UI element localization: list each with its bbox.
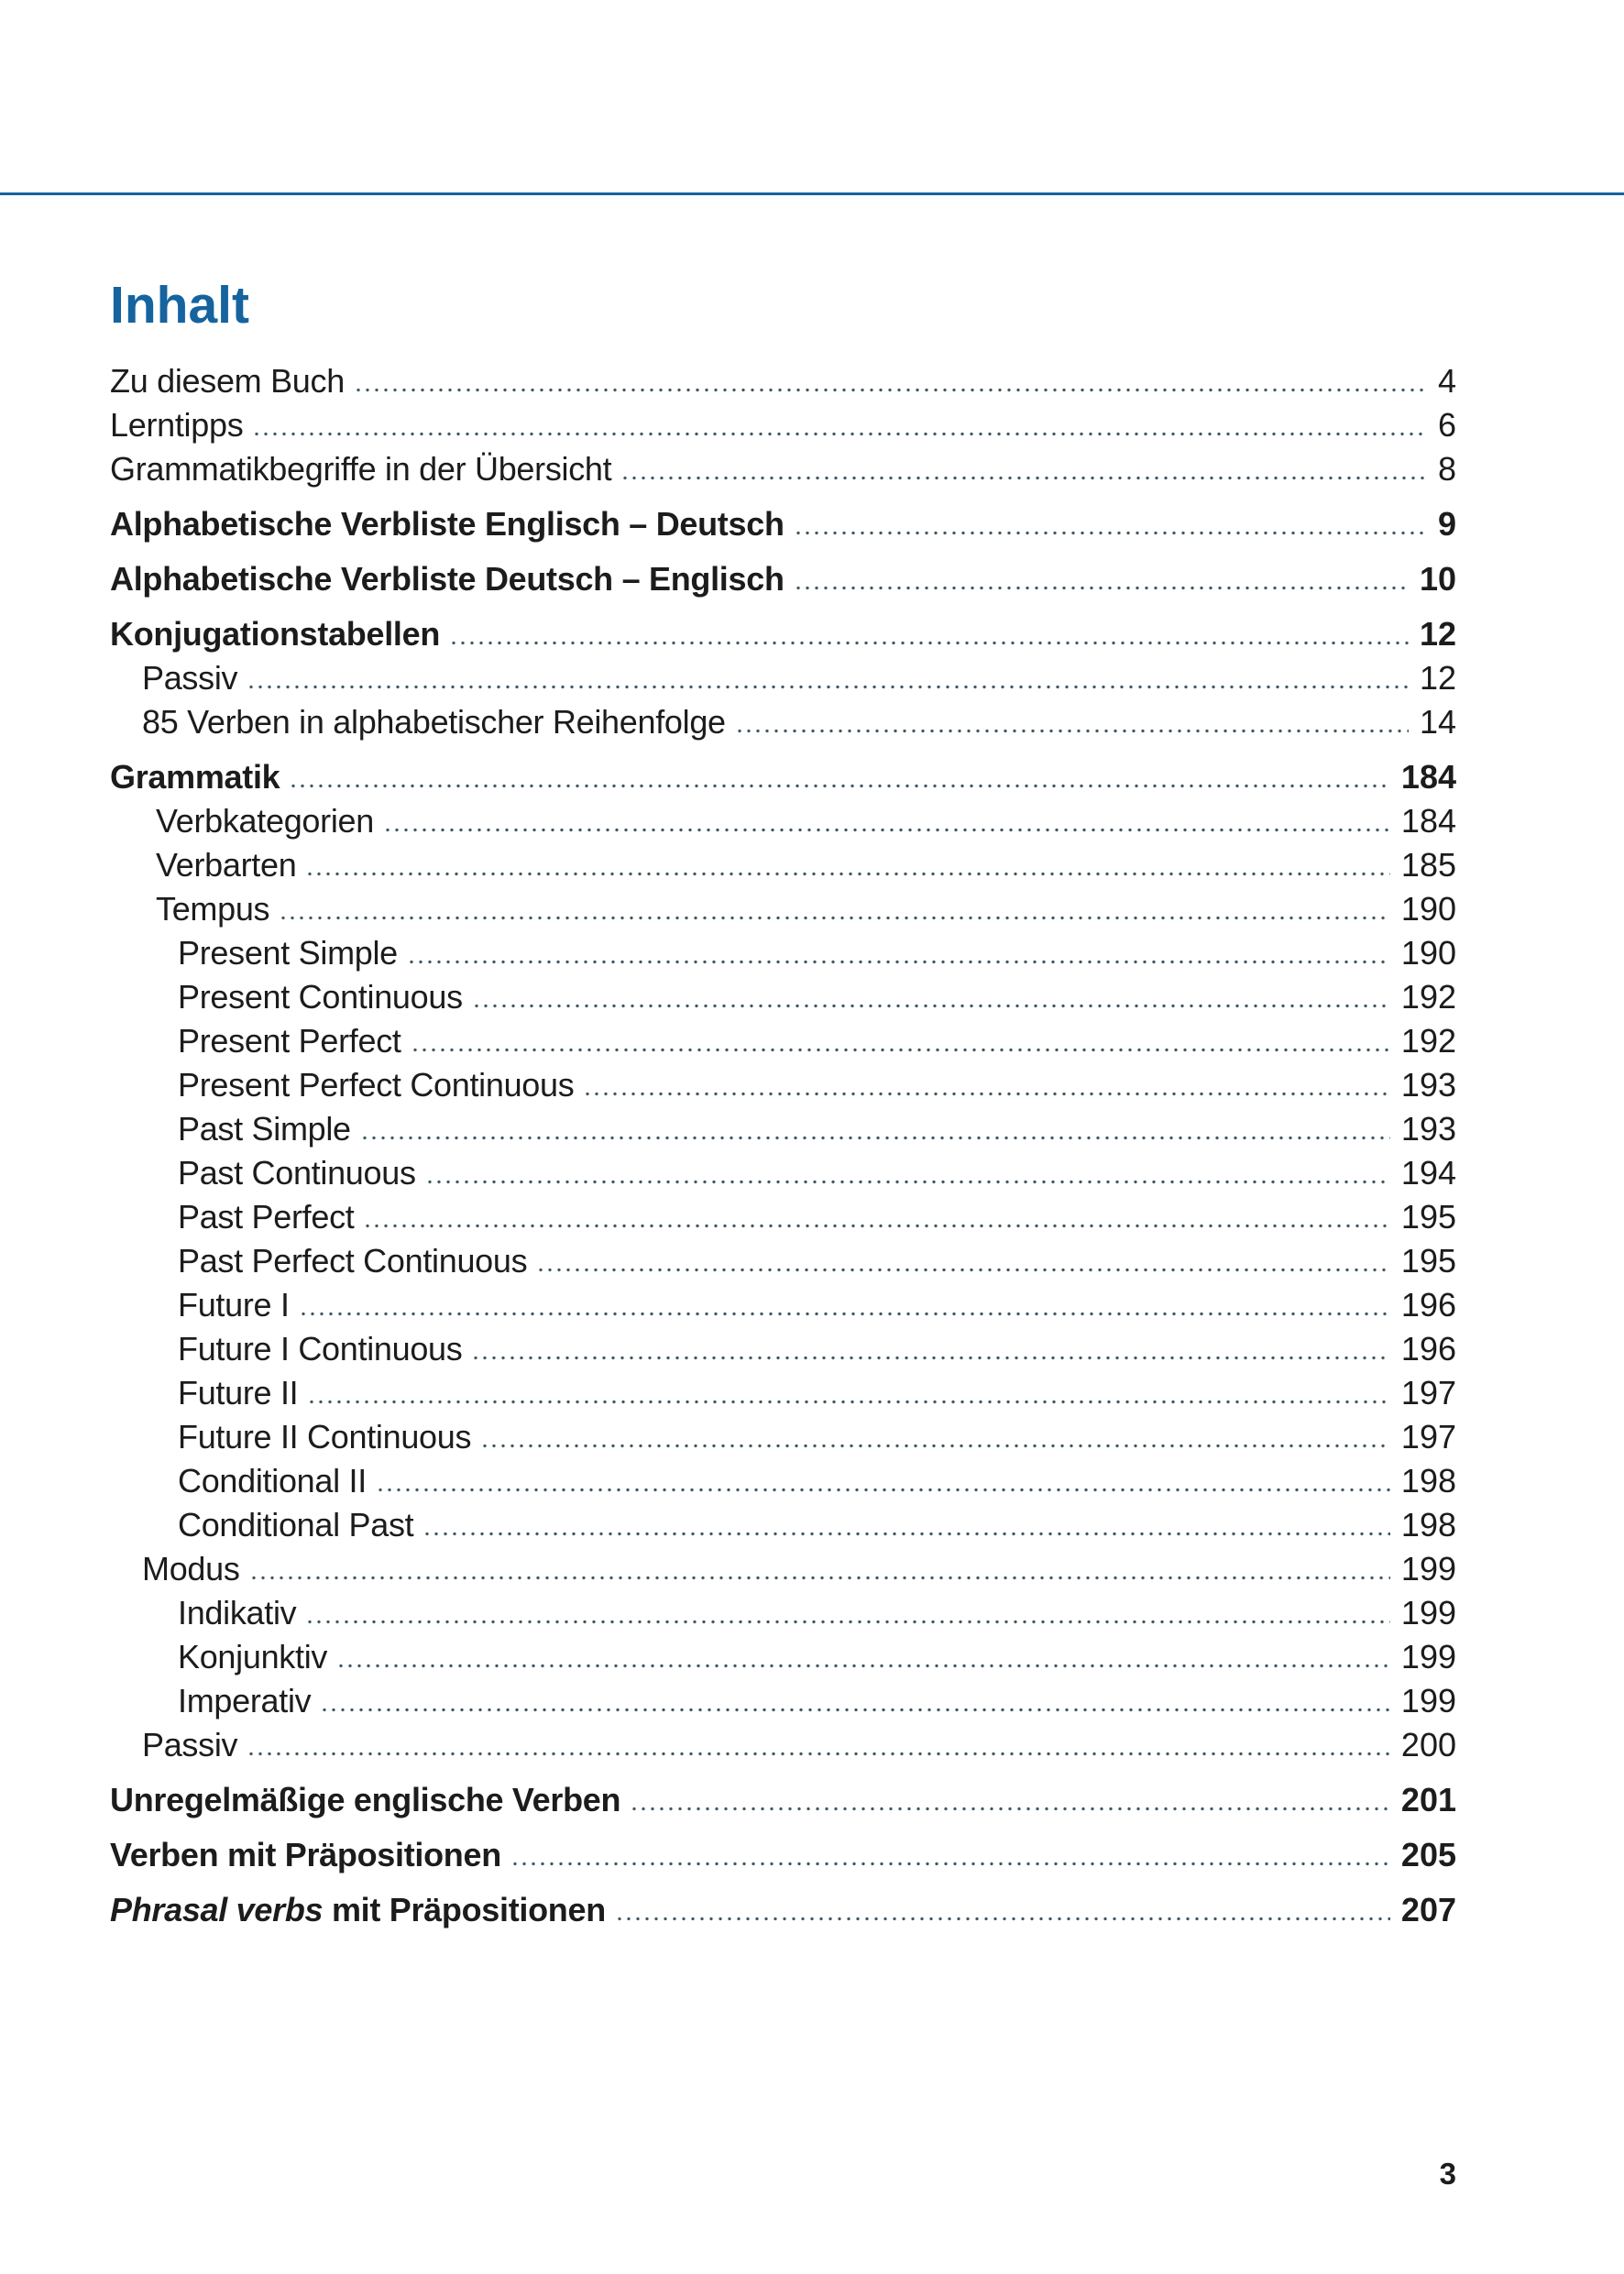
toc-entry-label: Future I Continuous [178, 1330, 463, 1368]
toc-entry-label: Verben mit Präpositionen [110, 1836, 501, 1873]
toc-entry [110, 755, 1456, 799]
toc-entry-page: 9 [1437, 505, 1456, 543]
toc-leader-dots [422, 1532, 1390, 1536]
toc-entry-label: Present Continuous [178, 978, 463, 1016]
toc-entry [110, 1888, 1456, 1932]
toc-entry-label: Phrasal verbs mit Präpositionen [110, 1891, 606, 1928]
toc-entry-label: Tempus [156, 890, 270, 928]
toc-entry-page: 196 [1400, 1286, 1456, 1324]
toc-entry-page: 4 [1437, 362, 1456, 400]
toc-entry-page: 12 [1419, 659, 1456, 697]
toc-entry-label: Verbkategorien [156, 802, 374, 840]
toc-entry-page: 12 [1419, 615, 1456, 653]
toc-entry [110, 799, 1456, 843]
toc-entry-page: 195 [1400, 1242, 1456, 1280]
toc-entry-label: 85 Verben in alphabetischer Reihenfolge [142, 703, 726, 741]
toc-entry [110, 1591, 1456, 1635]
toc-entry [110, 1547, 1456, 1591]
toc-entry-page: 198 [1400, 1506, 1456, 1543]
toc-entry-page: 197 [1400, 1418, 1456, 1456]
toc-entry-label: Modus [142, 1550, 240, 1587]
toc-entry-page: 192 [1400, 1022, 1456, 1060]
toc-leader-dots [363, 1224, 1389, 1228]
toc-entry [110, 931, 1456, 975]
toc-entry [110, 1723, 1456, 1767]
toc-entry [110, 1415, 1456, 1459]
toc-leader-dots [305, 872, 1390, 876]
toc-leader-dots [360, 1136, 1390, 1140]
toc-entry [110, 1239, 1456, 1283]
toc-leader-dots [336, 1664, 1390, 1668]
toc-entry-page: 195 [1400, 1198, 1456, 1236]
toc-entry-label: Conditional II [178, 1462, 367, 1500]
toc-entry-page: 194 [1400, 1154, 1456, 1192]
toc-entry-page: 190 [1400, 934, 1456, 972]
toc-entry-page: 10 [1419, 560, 1456, 598]
toc-leader-dots [299, 1312, 1390, 1316]
toc-entry-label: Verbarten [156, 846, 297, 884]
toc-entry-page: 205 [1400, 1836, 1456, 1873]
toc-leader-dots [247, 685, 1409, 689]
toc-entry [110, 975, 1456, 1019]
toc-entry-label: Passiv [142, 1726, 238, 1763]
toc-entry-label: Unregelmäßige englische Verben [110, 1781, 621, 1818]
toc-entry-label: Indikativ [178, 1594, 297, 1631]
toc-entry-label: Present Perfect Continuous [178, 1066, 575, 1104]
toc-entry-label: Conditional Past [178, 1506, 414, 1543]
toc-leader-dots [510, 1862, 1390, 1866]
toc-leader-dots [620, 476, 1427, 480]
toc-entry-label: Grammatik [110, 758, 280, 796]
toc-entry [110, 447, 1456, 491]
toc-leader-dots [320, 1708, 1390, 1712]
toc-entry [110, 843, 1456, 887]
toc-leader-dots [480, 1444, 1390, 1448]
toc-entry-page: 6 [1437, 406, 1456, 444]
toc-entry-page: 192 [1400, 978, 1456, 1016]
toc-entry [110, 1679, 1456, 1723]
toc-entry [110, 612, 1456, 656]
toc-entry-label: Passiv [142, 659, 238, 697]
toc-leader-dots [354, 388, 1427, 392]
toc-entry-label: Present Perfect [178, 1022, 401, 1060]
toc-entry [110, 1195, 1456, 1239]
toc-entry [110, 1283, 1456, 1327]
toc-leader-dots [383, 828, 1390, 832]
toc-leader-dots [794, 531, 1427, 535]
toc-entry-label: Zu diesem Buch [110, 362, 345, 400]
toc-leader-dots [376, 1488, 1390, 1492]
toc-leader-dots [411, 1048, 1390, 1052]
toc-entry-page: 200 [1400, 1726, 1456, 1763]
toc-entry-label: Past Continuous [178, 1154, 416, 1192]
toc-entry [110, 1327, 1456, 1371]
toc-entry-label: Konjunktiv [178, 1638, 328, 1675]
toc-entry-page: 199 [1400, 1638, 1456, 1675]
toc-entry [110, 700, 1456, 744]
toc-entry [110, 1459, 1456, 1503]
toc-leader-dots [735, 729, 1409, 733]
toc-entry-page: 193 [1400, 1066, 1456, 1104]
toc-entry [110, 557, 1456, 601]
toc-entry-label: Imperativ [178, 1682, 312, 1719]
toc-entry-label: Konjugationstabellen [110, 615, 441, 653]
toc-entry [110, 1151, 1456, 1195]
toc-entry [110, 1063, 1456, 1107]
toc-entry [110, 1107, 1456, 1151]
toc-entry-page: 190 [1400, 890, 1456, 928]
header-rule [0, 192, 1624, 195]
toc-entry-label: Future II [178, 1374, 299, 1412]
toc-entry [110, 887, 1456, 931]
toc-leader-dots [252, 432, 1427, 436]
toc-entry [110, 1371, 1456, 1415]
toc-entry-page: 8 [1437, 450, 1456, 488]
toc-entry-page: 207 [1400, 1891, 1456, 1928]
toc-entry-label: Past Simple [178, 1110, 351, 1148]
toc-leader-dots [407, 960, 1390, 964]
toc-leader-dots [279, 916, 1390, 920]
toc-entry-label: Grammatikbegriffe in der Übersicht [110, 450, 612, 488]
toc-leader-dots [307, 1400, 1390, 1404]
toc-entry-page: 199 [1400, 1682, 1456, 1719]
toc-leader-dots [615, 1917, 1390, 1921]
toc-page [110, 275, 1456, 1932]
toc-entry-page: 193 [1400, 1110, 1456, 1148]
toc-entry-page: 199 [1400, 1594, 1456, 1631]
toc-entry-label: Future I [178, 1286, 290, 1324]
toc-entry-page: 184 [1400, 802, 1456, 840]
toc-leader-dots [472, 1004, 1390, 1008]
toc-entry [110, 359, 1456, 403]
toc-entry-page: 199 [1400, 1550, 1456, 1587]
toc-leader-dots [449, 641, 1409, 645]
toc-entry-label: Alphabetische Verbliste Deutsch – Englisch [110, 560, 785, 598]
toc-leader-dots [471, 1356, 1389, 1360]
toc-entry [110, 1503, 1456, 1547]
toc-entry-label: Lerntipps [110, 406, 244, 444]
toc-entry [110, 403, 1456, 447]
toc-leader-dots [536, 1268, 1390, 1272]
toc-entry-page: 197 [1400, 1374, 1456, 1412]
toc [110, 359, 1456, 1932]
toc-entry-label: Present Simple [178, 934, 398, 972]
toc-leader-dots [630, 1807, 1390, 1811]
toc-entry-page: 201 [1400, 1781, 1456, 1818]
toc-entry [110, 1019, 1456, 1063]
page-title: Inhalt [110, 276, 249, 335]
toc-leader-dots [794, 586, 1409, 590]
toc-entry [110, 656, 1456, 700]
toc-leader-dots [583, 1092, 1389, 1096]
toc-leader-dots [305, 1620, 1390, 1624]
toc-entry-label: Alphabetische Verbliste Englisch – Deutsch [110, 505, 785, 543]
toc-entry [110, 502, 1456, 546]
footer-page-number: 3 [1439, 2157, 1456, 2191]
toc-leader-dots [289, 784, 1390, 788]
toc-entry-page: 14 [1419, 703, 1456, 741]
toc-entry-page: 198 [1400, 1462, 1456, 1500]
toc-entry-label: Past Perfect [178, 1198, 355, 1236]
toc-entry-label: Future II Continuous [178, 1418, 472, 1456]
toc-entry [110, 1833, 1456, 1877]
toc-entry-page: 196 [1400, 1330, 1456, 1368]
toc-leader-dots [247, 1752, 1390, 1756]
toc-entry [110, 1635, 1456, 1679]
toc-entry-label: Past Perfect Continuous [178, 1242, 528, 1280]
toc-entry [110, 1778, 1456, 1822]
toc-entry-page: 184 [1400, 758, 1456, 796]
toc-leader-dots [425, 1180, 1390, 1184]
toc-leader-dots [249, 1576, 1390, 1580]
toc-entry-page: 185 [1400, 846, 1456, 884]
